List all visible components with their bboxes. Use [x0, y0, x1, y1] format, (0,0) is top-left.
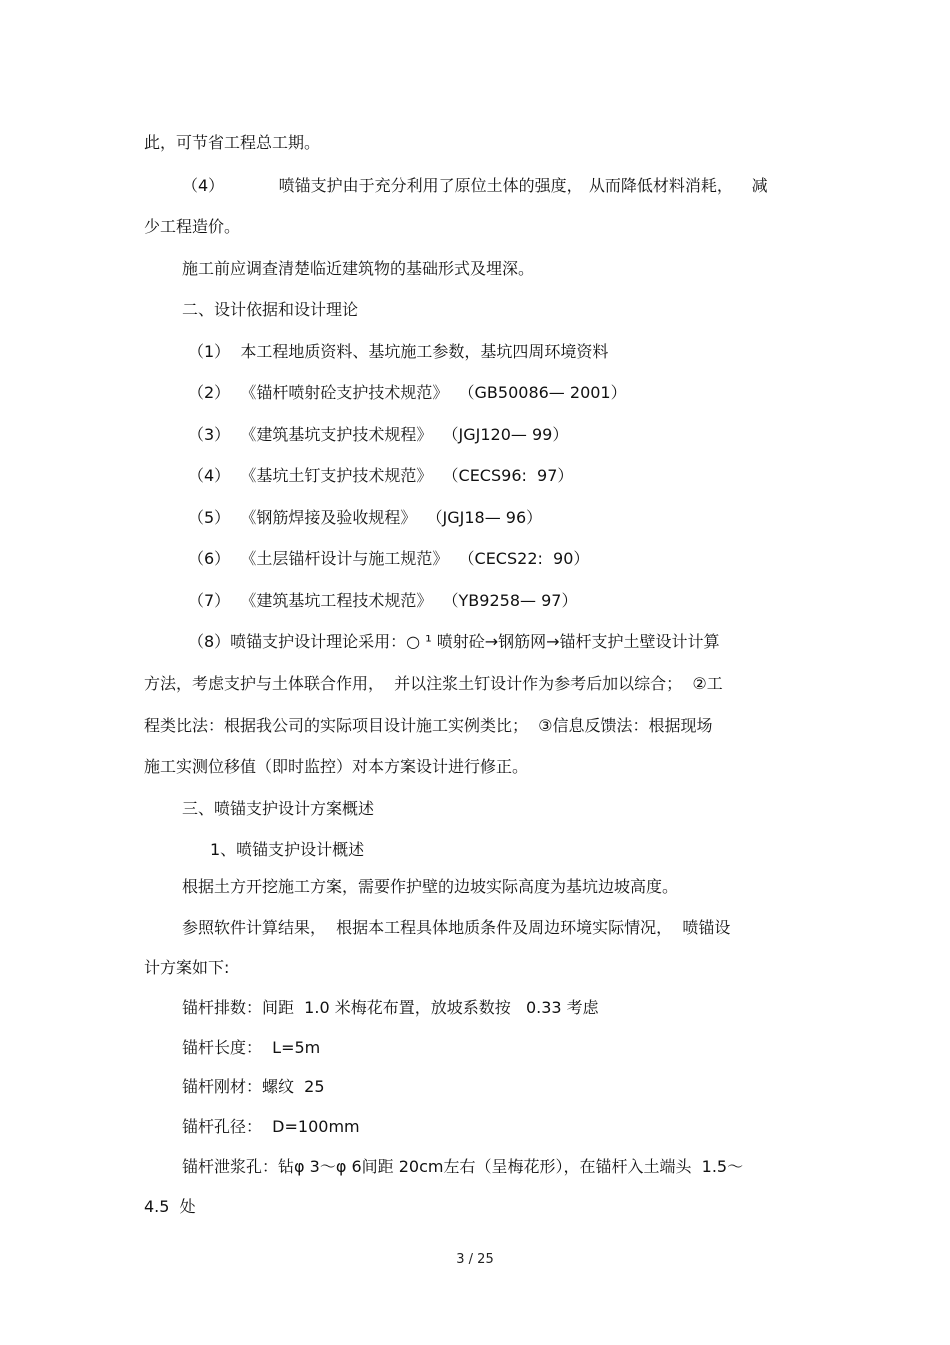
section-heading: 二、设计依据和设计理论: [182, 300, 359, 319]
paragraph-line: 方法，考虑支护与土体联合作用， 并以注浆土钉设计作为参考后加以综合； ②工: [144, 674, 723, 693]
parameter-line: 锚杆刚材：螺纹 25: [182, 1077, 325, 1096]
list-item: （6） 《土层锚杆设计与施工规范》 （CECS22: 90）: [188, 549, 590, 568]
paragraph-line: 施工实测位移值（即时监控）对本方案设计进行修正。: [144, 757, 529, 776]
list-item: （3） 《建筑基坑支护技术规程》 （JGJ120— 99）: [188, 425, 569, 444]
list-item: （4） 《基坑土钉支护技术规范》 （CECS96: 97）: [188, 466, 574, 485]
parameter-line: 锚杆孔径： D=100mm: [182, 1117, 360, 1136]
list-item: （7） 《建筑基坑工程技术规范》 （YB9258— 97）: [188, 591, 578, 610]
paragraph-line: 参照软件计算结果， 根据本工程具体地质条件及周边环境实际情况， 喷锚设: [182, 918, 731, 937]
list-item: （1） 本工程地质资料、基坑施工参数，基坑四周环境资料: [188, 342, 609, 361]
paragraph-line: 此，可节省工程总工期。: [144, 133, 321, 152]
paragraph-line: 程类比法：根据我公司的实际项目设计施工实例类比； ③信息反馈法：根据现场: [144, 716, 713, 735]
paragraph-line: 计方案如下:: [144, 958, 230, 977]
parameter-line: 锚杆长度： L=5m: [182, 1038, 321, 1057]
paragraph-line: 4.5 处: [144, 1197, 196, 1216]
list-item: （8）喷锚支护设计理论采用：○ ¹ 喷射砼→钢筋网→锚杆支护土壁设计计算: [188, 632, 720, 651]
paragraph-line: 根据土方开挖施工方案，需要作护壁的边坡实际高度为基坑边坡高度。: [182, 877, 679, 896]
parameter-line: 锚杆泄浆孔：钻φ 3～φ 6间距 20cm左右（呈梅花形），在锚杆入土端头 1.5～: [182, 1157, 744, 1176]
parameter-line: 锚杆排数：间距 1.0 米梅花布置，放坡系数按 0.33 考虑: [182, 998, 599, 1017]
list-item: （2） 《锚杆喷射砼支护技术规范》 （GB50086— 2001）: [188, 383, 627, 402]
subsection-heading: 1、喷锚支护设计概述: [210, 840, 365, 859]
paragraph-line: 少工程造价。: [144, 217, 241, 236]
paragraph-line: （4） 喷锚支护由于充分利用了原位土体的强度， 从而降低材料消耗， 减: [182, 176, 768, 195]
section-heading: 三、喷锚支护设计方案概述: [182, 799, 375, 818]
page-number: 3 / 25: [456, 1252, 494, 1267]
list-item: （5） 《钢筋焊接及验收规程》 （JGJ18— 96）: [188, 508, 543, 527]
paragraph-line: 施工前应调查清楚临近建筑物的基础形式及埋深。: [182, 259, 535, 278]
